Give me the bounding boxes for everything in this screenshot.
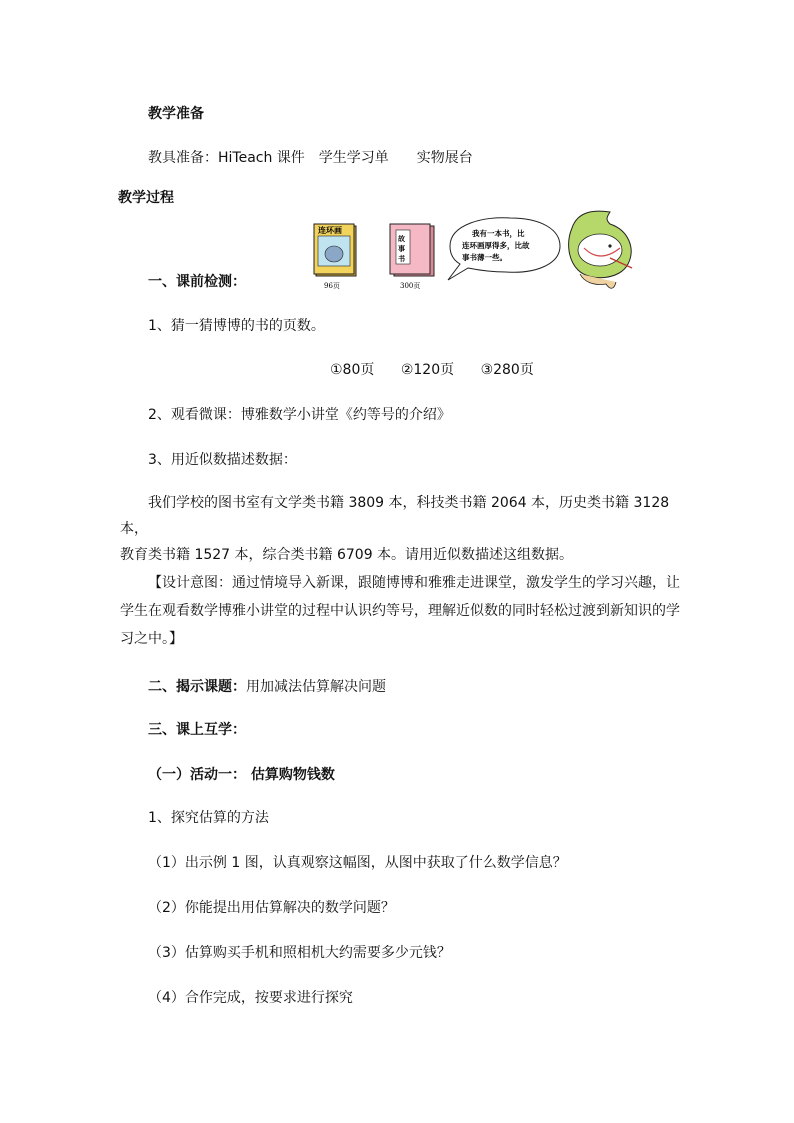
- section2-title: 用加减法估算解决问题: [246, 679, 386, 695]
- design-intent-paragraph: 【设计意图：通过情境导入新课，跟随博博和雅雅走进课堂，激发学生的学习兴趣，让 学生在观看数学博雅小讲堂的过程中认识约等号，理解近似数的同时轻松过渡到新知识的学 习之中。】: [120, 575, 680, 647]
- section3-item1: 1、探究估算的方法: [148, 810, 269, 826]
- bubble-line-3: 事书薄一些。: [462, 253, 507, 262]
- mascot-icon: [569, 211, 632, 288]
- section3-heading: 三、课上互学：: [148, 722, 246, 738]
- book2-pages: 300页: [400, 282, 421, 290]
- svg-text:事: 事: [398, 244, 405, 253]
- bubble-line-1: 我有一本书，比: [472, 229, 525, 238]
- svg-text:书: 书: [398, 254, 405, 263]
- section1-item1: 1、猜一猜博博的书的页数。: [148, 318, 325, 334]
- comic-book-icon: [314, 224, 356, 276]
- section1-item3: 3、用近似数描述数据：: [148, 452, 297, 468]
- question-4: （4）合作完成，按要求进行探究: [148, 990, 353, 1006]
- svg-text:故: 故: [398, 234, 405, 243]
- prep-tools: 教具准备：HiTeach 课件 学生学习单 实物展台: [148, 150, 473, 166]
- activity-heading: （一）活动一： 估算购物钱数: [148, 767, 335, 783]
- bubble-line-2: 连环画厚得多，比故: [462, 241, 530, 250]
- option-2: ②120页: [400, 362, 455, 378]
- option-3: ③280页: [480, 362, 534, 378]
- section1-item2: 2、观看微课：博雅数学小讲堂《约等号的介绍》: [148, 407, 451, 423]
- section1-heading: 一、课前检测：: [148, 274, 246, 290]
- page-options: [330, 360, 556, 380]
- section2-line: [148, 677, 386, 697]
- question-1: （1）出示例 1 图，认真观察这幅图，从图中获取了什么数学信息？: [148, 855, 567, 871]
- process-heading: 教学过程: [118, 190, 174, 206]
- prep-heading: 教学准备: [148, 106, 204, 122]
- book-comparison-illustration: [310, 210, 640, 292]
- book2-title: 故事书: [310, 210, 313, 211]
- book1-title: 连环画: [318, 225, 342, 235]
- option-1: ①80页: [330, 362, 375, 378]
- question-3: （3）估算购买手机和照相机大约需要多少元钱？: [148, 945, 451, 961]
- library-data-paragraph: 我们学校的图书室有文学类书籍 3809 本，科技类书籍 2064 本，历史类书籍 3128 本， 教育类书籍 1527 本，综合类书籍 6709 本。请用近似数描述这组数据。: [120, 495, 670, 563]
- question-2: （2）你能提出用估算解决的数学问题？: [148, 900, 395, 916]
- section2-heading: 二、揭示课题：: [148, 679, 246, 695]
- book1-pages: 96页: [324, 282, 340, 290]
